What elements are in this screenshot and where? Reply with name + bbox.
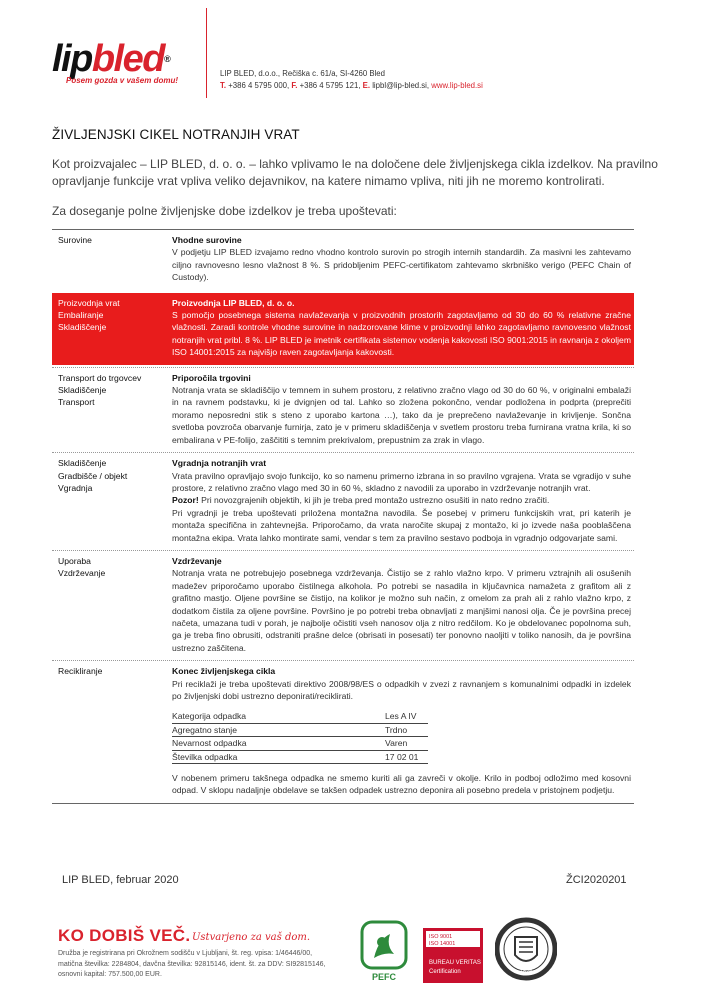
company-address: LIP BLED, d.o.o., Rečiška c. 61/a, SI-4260 Bled — [220, 69, 385, 78]
phase-label: Vgradnja — [58, 482, 93, 493]
table-row-vzdrzevanje — [52, 550, 634, 660]
row-content — [172, 457, 634, 544]
spec-row — [172, 751, 428, 764]
iso-line: ISO 14001 — [429, 941, 456, 947]
row-phase-labels — [52, 372, 172, 446]
row-content — [172, 665, 634, 797]
row-phase-labels — [52, 234, 172, 284]
pozor-label: Pozor! — [172, 495, 199, 506]
row-heading: Priporočila trgovini — [172, 372, 251, 383]
header-divider-line — [206, 8, 207, 98]
spec-value: Les A IV — [385, 711, 417, 722]
table-row-proizvodnja — [52, 293, 634, 365]
bureau-veritas-seal-icon — [495, 915, 557, 983]
brand-subslogan: Ustvarjeno za vaš dom. — [192, 932, 311, 943]
pozor-text: Pri novozgrajenih objektih, ki jih je treba pred montažo ustrezno osušiti in nato redno zračiti. — [198, 495, 550, 506]
legal-line: matična številka: 2284804, davčna številka: 92815146, ident. št. za DDV: SI92815146, — [58, 960, 326, 968]
phase-label: Skladiščenje — [58, 385, 107, 396]
row-text: Pri reciklaži je treba upoštevati direktivo 2008/98/ES o odpadkih v zvezi z ravnanjem s komunalnimi odpadki in izdelek po življenjski dobi ustrezno deponirati/reciklirati. — [172, 678, 631, 701]
logo-tagline: Posem gozda v vašem domu! — [66, 76, 179, 85]
fax-label: F. — [291, 81, 298, 90]
row-text: V podjetju LIP BLED izvajamo redno vhodno kontrolo surovin po strogih internih standardih. Za masivni les zahtevamo ciljno ravnovesno lesno vlažnost 8 %. S pridobljenim PEFC-certifikatom zahtevamo skrbniško verigo (PEFC Chain of Custody). — [172, 247, 631, 283]
spec-value: Varen — [385, 738, 408, 749]
spec-value: 17 02 01 — [385, 751, 419, 762]
row-content — [172, 372, 634, 446]
row-text: Notranja vrata se skladiščijo v temnem in suhem prostoru, z relativno zračno vlago od 30 do 60 %, v originalni embalaži in na ravnem podstavku, ki je dvignjen od tal. Lahko so zložena pokončno, vendar podložena in podprta (preprečiti moramo neposredni stik s steno z uporabo kartona …), tako da je preprečeno navlaževanje in krivljenje. Sončna svetloba povzroča obarvanje furnirja, zato je v primeru skladiščenja v svetlem prostoru treba furnirana vratna krila, ki so embalirana v PE-folijo, zaščititi s temnim prekrivalom, prepustnim za zrak in vlago. — [172, 385, 631, 445]
phase-label: Recikliranje — [58, 666, 103, 677]
phase-label: Skladiščenje — [58, 458, 107, 469]
phone-label: T. — [220, 81, 227, 90]
logo-bled: bled — [91, 38, 164, 80]
pefc-logo — [360, 920, 408, 990]
row-heading: Konec življenjskega cikla — [172, 666, 276, 677]
footer-doc-code: ŽCI2020201 — [566, 874, 627, 886]
phase-label: Gradbišče / objekt — [58, 470, 128, 481]
email-value[interactable]: lipbl@lip-bled.si, — [370, 81, 432, 90]
legal-line: Družba je registrirana pri Okrožnem sodišču v Ljubljani, št. reg. vpisa: 1/46446/00, — [58, 950, 313, 957]
table-row-transport — [52, 367, 634, 452]
spec-row — [172, 724, 428, 737]
fax-value: +386 4 5795 121, — [297, 81, 363, 90]
brand-slogan: KO DOBIŠ VEČ. — [58, 926, 191, 945]
row-heading: Proizvodnja LIP BLED, d. o. o. — [172, 297, 295, 308]
lifecycle-table — [52, 229, 634, 804]
iso-badge-icon — [423, 928, 483, 983]
logo-reg: ® — [163, 54, 170, 64]
row-content — [172, 297, 634, 359]
phase-label: Transport do trgovcev — [58, 372, 142, 383]
intro-lead: Za doseganje polne življenjske dobe izdelkov je treba upoštevati: — [52, 204, 397, 218]
iso-line: Certification — [429, 969, 461, 975]
spec-key: Agregatno stanje — [172, 724, 237, 735]
table-row-recikliranje — [52, 660, 634, 804]
website-link[interactable]: www.lip-bled.si — [431, 81, 483, 90]
bv-year: 1828 — [519, 969, 533, 975]
legal-line: osnovni kapital: 757.500,00 EUR. — [58, 971, 162, 978]
row-phase-labels — [52, 297, 172, 359]
iso-line: ISO 9001 — [429, 934, 453, 940]
footer-date: LIP BLED, februar 2020 — [62, 874, 179, 886]
row-text: V nobenem primeru takšnega odpadka ne smemo kuriti ali ga zavreči v okolje. Krilo in podboj odložimo med kosovni odpad. V sklopu nadaljnje obdelave se takšen odpadek ustrezno deponira ali posebno predela v pristojnem podjetju. — [172, 773, 631, 796]
bureau-veritas-logo — [495, 915, 557, 983]
email-label: E. — [362, 81, 371, 90]
row-heading: Vgradnja notranjih vrat — [172, 458, 267, 469]
phone-value: +386 4 5795 000, — [226, 81, 292, 90]
spec-value: Trdno — [385, 724, 408, 735]
pefc-label: PEFC — [371, 972, 397, 982]
iso-certification-badge — [423, 928, 483, 983]
row-heading: Vhodne surovine — [172, 235, 242, 245]
lipbled-logo — [52, 40, 178, 85]
phase-label: Embaliranje — [58, 310, 104, 321]
company-info — [220, 68, 483, 92]
phase-label: Transport — [58, 397, 95, 408]
phase-label: Vzdrževanje — [58, 568, 106, 579]
phase-label: Proizvodnja vrat — [58, 297, 120, 308]
row-heading: Vzdrževanje — [172, 555, 222, 566]
intro-paragraph: Kot proizvajalec – LIP BLED, d. o. o. – lahko vplivamo le na določene dele življenjskega cikla izdelkov. Na pravilno opravljanje funkcije vrat vpliva veliko dejavnikov, na katere nimamo vpliva, niti jih ne moremo kontrolirati. — [52, 157, 658, 188]
spec-row — [172, 710, 428, 723]
table-row-vgradnja — [52, 452, 634, 550]
row-phase-labels — [52, 665, 172, 797]
spec-key: Nevarnost odpadka — [172, 738, 247, 749]
table-row-surovine — [52, 229, 634, 290]
phase-label: Skladiščenje — [58, 322, 107, 333]
spec-key: Številka odpadka — [172, 751, 238, 762]
row-phase-labels — [52, 457, 172, 544]
row-phase-labels — [52, 555, 172, 654]
row-content — [172, 555, 634, 654]
logo-lip: lip — [52, 38, 92, 80]
phase-label: Surovine — [58, 235, 92, 245]
row-text: Notranja vrata ne potrebujejo posebnega vzdrževanja. Čistijo se z rahlo vlažno krpo. V primeru vztrajnih ali osušenih madežev priporočamo uporabo čistilnega alkohola. Po potrebi se nasadila in ključavnica namažeta z grafitom ali z grafitno mastjo. Oljene površine se čistijo, na kolikor je možno suh način, z omelom za prah ali z rahlo vlažno krpo, z dodatkom čistila za oljene površine. Površino je po potrebi treba obnavljati z manjšimi nanosi olja. Če je površina precej načeta, umazana tudi v porah, je najbolje očistiti vseh nanosov olja z nitro redčilom. Ko je obdelovanec popolnoma suh, ga je treba fino obrusiti, odstraniti prašne delce (obrisati in posesati) ter ponovno naoljiti v toliko nanosih, da je površina ustrezno zaščitena. — [172, 568, 631, 653]
spec-key: Kategorija odpadka — [172, 711, 247, 722]
row-content — [172, 234, 634, 284]
pozor-note — [172, 494, 631, 506]
page-title: ŽIVLJENJSKI CIKEL NOTRANJIH VRAT — [52, 127, 300, 142]
spec-row — [172, 737, 428, 750]
legal-info — [58, 949, 358, 981]
phase-label: Uporaba — [58, 555, 91, 566]
iso-line: BUREAU VERITAS — [429, 960, 481, 966]
row-text: Vrata pravilno opravljajo svojo funkcijo, ko so namenu primerno izbrana in so pravilno vgrajena. Vrata se vgradijo v suhe prostore, z relativno zračno vlago med 30 in 60 %, skladno z navodili za uporabo in vzdrževanje notranjih vrat. — [172, 470, 631, 493]
pefc-icon — [360, 920, 408, 990]
row-text: S pomočjo posebnega sistema navlaževanja v proizvodnih prostorih zagotavljamo od 30 do 60 % relativne zračne vlažnosti. Zaradi kontrole vhodne surovine in nadzorovane klime v proizvodnji lahko zagotavljamo ravnovesno vlažnost notranjih vrat pribl. 8 %. LIP BLED je imetnik certifikata sistemov vodenja kakovosti ISO 9001:2015 in ravnanja z okoljem ISO 14001:2015 za najvišjo raven zagotavljanja kakovosti. — [172, 310, 631, 358]
waste-spec-table — [172, 710, 631, 764]
row-text: Pri vgradnji je treba upoštevati priložena montažna navodila. Še posebej v primeru funkcijskih vrat, pri katerih je montaža specifična in zahtevnejša. Priporočamo, da vrata naročite skupaj z montažo, ki jo izvede naša pooblaščena montažna ekipa. Vrata lahko montirate sami, vendar s tem za pravilno sestavo podboja in vgradnjo odgovarjate sami. — [172, 507, 631, 543]
